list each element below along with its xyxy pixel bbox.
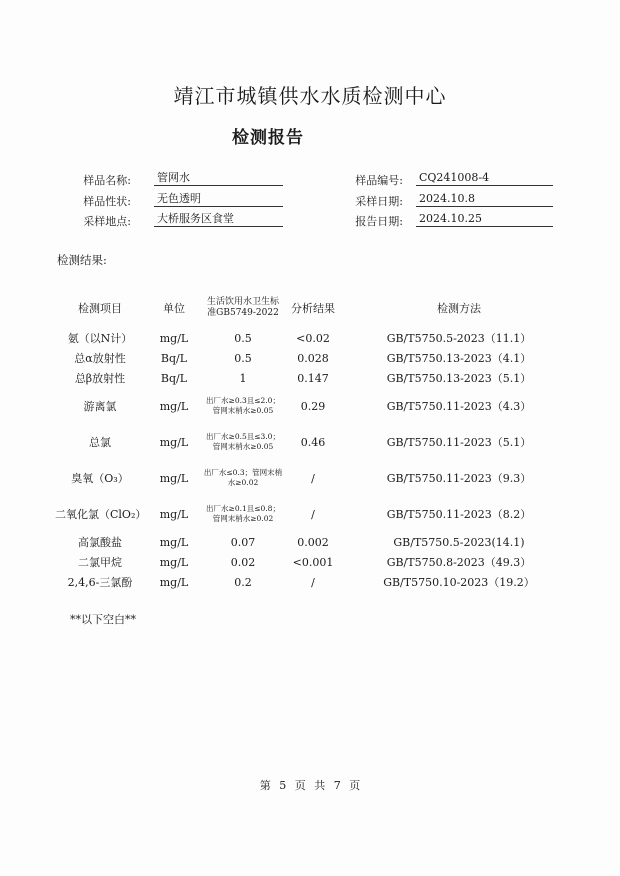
cell-standard: 出厂水≥0.5且≤3.0；管网末梢水≥0.05	[206, 432, 280, 451]
results-section-label: 检测结果:	[57, 253, 107, 267]
cell-method: GB/T5750.5-2023（11.1）	[386, 332, 532, 345]
cell-item: 总α放射性	[74, 352, 126, 365]
table-row	[55, 460, 575, 496]
cell-standard: 出厂水≥0.3且≤2.0；管网末梢水≥0.05	[206, 396, 280, 415]
sample-property-label: 样品性状:	[83, 195, 131, 208]
sampling-date-value: 2024.10.8	[416, 192, 553, 207]
cell-method: GB/T5750.8-2023（49.3）	[386, 556, 532, 569]
sampling-date-label: 采样日期:	[355, 195, 403, 208]
cell-result: <0.02	[296, 331, 330, 345]
report-date-label: 报告日期:	[355, 215, 403, 228]
cell-item: 2,4,6-三氯酚	[67, 576, 133, 589]
cell-unit: mg/L	[159, 575, 189, 589]
sample-name-label: 样品名称:	[83, 174, 131, 187]
cell-standard: 0.5	[234, 351, 252, 365]
cell-item: 二氯甲烷	[78, 556, 122, 569]
cell-item: 氨（以N计）	[67, 332, 133, 345]
cell-standard: 0.02	[230, 555, 256, 569]
cell-method: GB/T5750.13-2023（5.1）	[386, 372, 532, 385]
report-date-value: 2024.10.25	[416, 212, 553, 227]
sampling-location-value: 大桥服务区食堂	[154, 212, 283, 227]
cell-method: GB/T5750.10-2023（19.2）	[383, 576, 535, 589]
cell-result: /	[311, 575, 315, 589]
cell-result: 0.147	[297, 371, 329, 385]
table-row	[55, 424, 575, 460]
cell-method: GB/T5750.13-2023（4.1）	[386, 352, 532, 365]
table-row	[55, 328, 575, 348]
cell-standard: 出厂水≥0.1且≤0.8；管网末梢水≥0.02	[206, 504, 280, 523]
page-footer: 第 5 页 共 7 页	[259, 779, 361, 792]
cell-unit: mg/L	[159, 555, 189, 569]
cell-standard: 0.07	[230, 535, 256, 549]
cell-item: 高氯酸盐	[78, 536, 122, 549]
blank-below-note: **以下空白**	[70, 613, 136, 626]
table-row	[55, 496, 575, 532]
cell-unit: mg/L	[159, 507, 189, 521]
cell-item: 臭氧（O₃）	[71, 472, 129, 485]
report-org-title: 靖江市城镇供水水质检测中心	[173, 84, 447, 108]
cell-item: 游离氯	[83, 400, 117, 413]
table-row	[55, 368, 575, 388]
sampling-location-label: 采样地点:	[83, 215, 131, 228]
report-subtitle: 检测报告	[232, 128, 304, 148]
sample-property-value: 无色透明	[154, 192, 283, 207]
cell-item: 总氯	[89, 436, 111, 449]
cell-item: 总β放射性	[74, 372, 126, 385]
cell-result: 0.028	[297, 351, 329, 365]
cell-standard: 0.2	[234, 575, 252, 589]
cell-standard: 1	[239, 371, 247, 385]
cell-unit: Bq/L	[160, 371, 188, 385]
sample-number-label: 样品编号:	[355, 174, 403, 187]
cell-result: 0.002	[297, 535, 329, 549]
results-table	[55, 288, 575, 592]
cell-method: GB/T5750.11-2023（4.3）	[386, 400, 532, 413]
header-result: 分析结果	[291, 302, 335, 315]
cell-unit: mg/L	[159, 535, 189, 549]
cell-item: 二氧化氯（ClO₂）	[55, 508, 147, 521]
header-standard: 生活饮用水卫生标准GB5749-2022	[206, 297, 279, 318]
cell-method: GB/T5750.11-2023（9.3）	[386, 472, 532, 485]
table-row	[55, 348, 575, 368]
header-method: 检测方法	[437, 302, 481, 315]
sample-name-value: 管网水	[154, 171, 283, 186]
table-row	[55, 388, 575, 424]
header-item: 检测项目	[78, 302, 122, 315]
table-header-row	[55, 288, 575, 328]
sample-number-value: CQ241008-4	[416, 171, 553, 186]
cell-result: /	[311, 471, 315, 485]
cell-standard: 0.5	[234, 331, 252, 345]
cell-result: /	[311, 507, 315, 521]
cell-method: GB/T5750.11-2023（5.1）	[386, 436, 532, 449]
cell-result: 0.29	[300, 399, 326, 413]
cell-unit: Bq/L	[160, 351, 188, 365]
cell-standard: 出厂水≤0.3；管网末梢水≥0.02	[203, 468, 283, 487]
cell-result: <0.001	[292, 555, 334, 569]
table-row	[55, 552, 575, 572]
cell-unit: mg/L	[159, 471, 189, 485]
cell-method: GB/T5750.11-2023（8.2）	[386, 508, 532, 521]
cell-unit: mg/L	[159, 331, 189, 345]
cell-method: GB/T5750.5-2023(14.1)	[393, 535, 525, 549]
cell-result: 0.46	[300, 435, 326, 449]
cell-unit: mg/L	[159, 399, 189, 413]
header-unit: 单位	[163, 302, 185, 315]
cell-unit: mg/L	[159, 435, 189, 449]
table-row	[55, 572, 575, 592]
table-row	[55, 532, 575, 552]
